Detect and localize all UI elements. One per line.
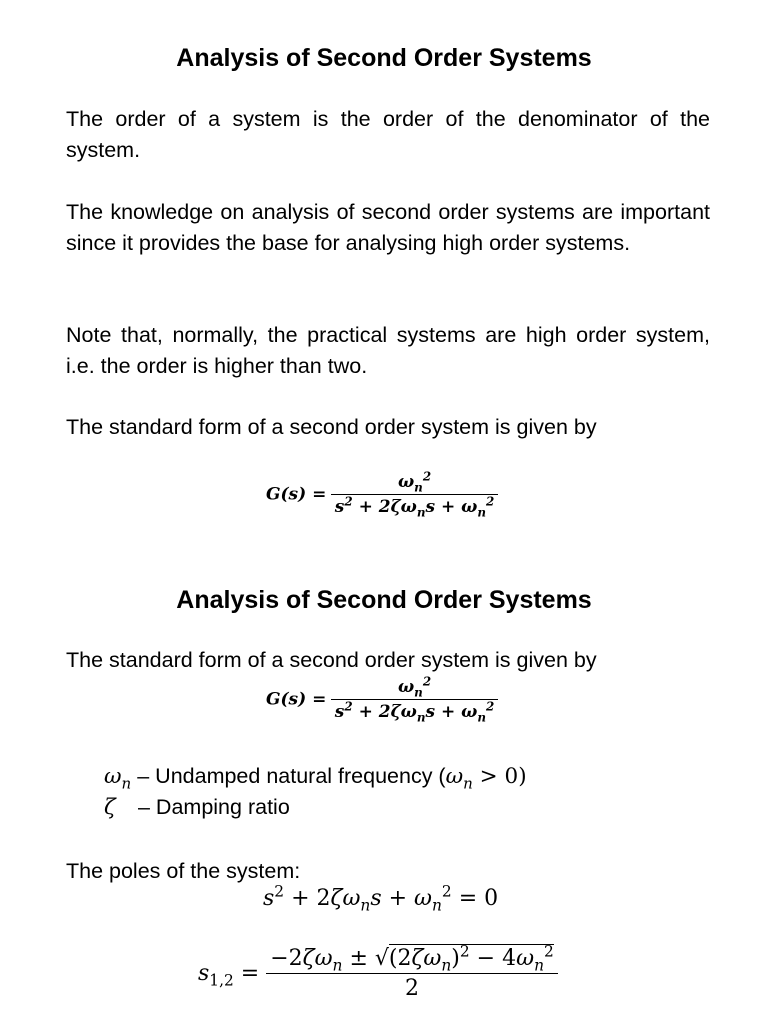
- paragraph-standard-form-2: The standard form of a second order system is given by: [66, 648, 597, 672]
- wn-description: – Undamped natural frequency (: [137, 764, 446, 788]
- paragraph-poles: The poles of the system:: [66, 859, 301, 883]
- transfer-function-equation-2: [266, 674, 498, 725]
- equation-lhs: G(s) =: [266, 484, 327, 505]
- section-title-1: Analysis of Second Order Systems: [176, 44, 592, 72]
- zeta-definition: ζ – Damping ratio: [104, 795, 290, 820]
- equation-fraction: $\frac{\omega_n^2}{s^2 + 2\zeta\omega_ns + \omega_n^2}$: [331, 472, 498, 517]
- zeta-description: – Damping ratio: [138, 795, 290, 819]
- roots-fraction: $\frac{-2\zeta\omega_n \pm √(2\zeta\omega_n)^2 - 4\omega_n^2}{2}$: [266, 946, 558, 1001]
- paragraph-practical-systems: Note that, normally, the practical systems are high order system, i.e. the order is higher than two.: [66, 323, 710, 378]
- transfer-function-equation-1: [266, 469, 498, 520]
- characteristic-equation: $s^2 + 2\zeta\omega_ns + \omega_n^2 = 0$: [263, 882, 499, 915]
- equation-lhs: G(s) =: [266, 689, 327, 710]
- equation-fraction: $\frac{\omega_n^2}{s^2 + 2\zeta\omega_ns + \omega_n^2}$: [331, 677, 498, 722]
- paragraph-standard-form-1: The standard form of a second order system is given by: [66, 415, 597, 439]
- section-title-2: Analysis of Second Order Systems: [176, 586, 592, 614]
- paragraph-system-order: The order of a system is the order of the denominator of the system.: [66, 107, 710, 162]
- paragraph-knowledge: The knowledge on analysis of second order systems are important since it provides the base for analysing high order systems.: [66, 200, 710, 255]
- roots-equation: $s_{1,2}$ = $\frac{-2\zeta\omega_n \pm √(2\zeta\omega_n)^2 - 4\omega_n^2}{2}$: [198, 946, 558, 1001]
- wn-definition: $\omega_n$ – Undamped natural frequency $(\omega_n > 0)$: [104, 764, 527, 793]
